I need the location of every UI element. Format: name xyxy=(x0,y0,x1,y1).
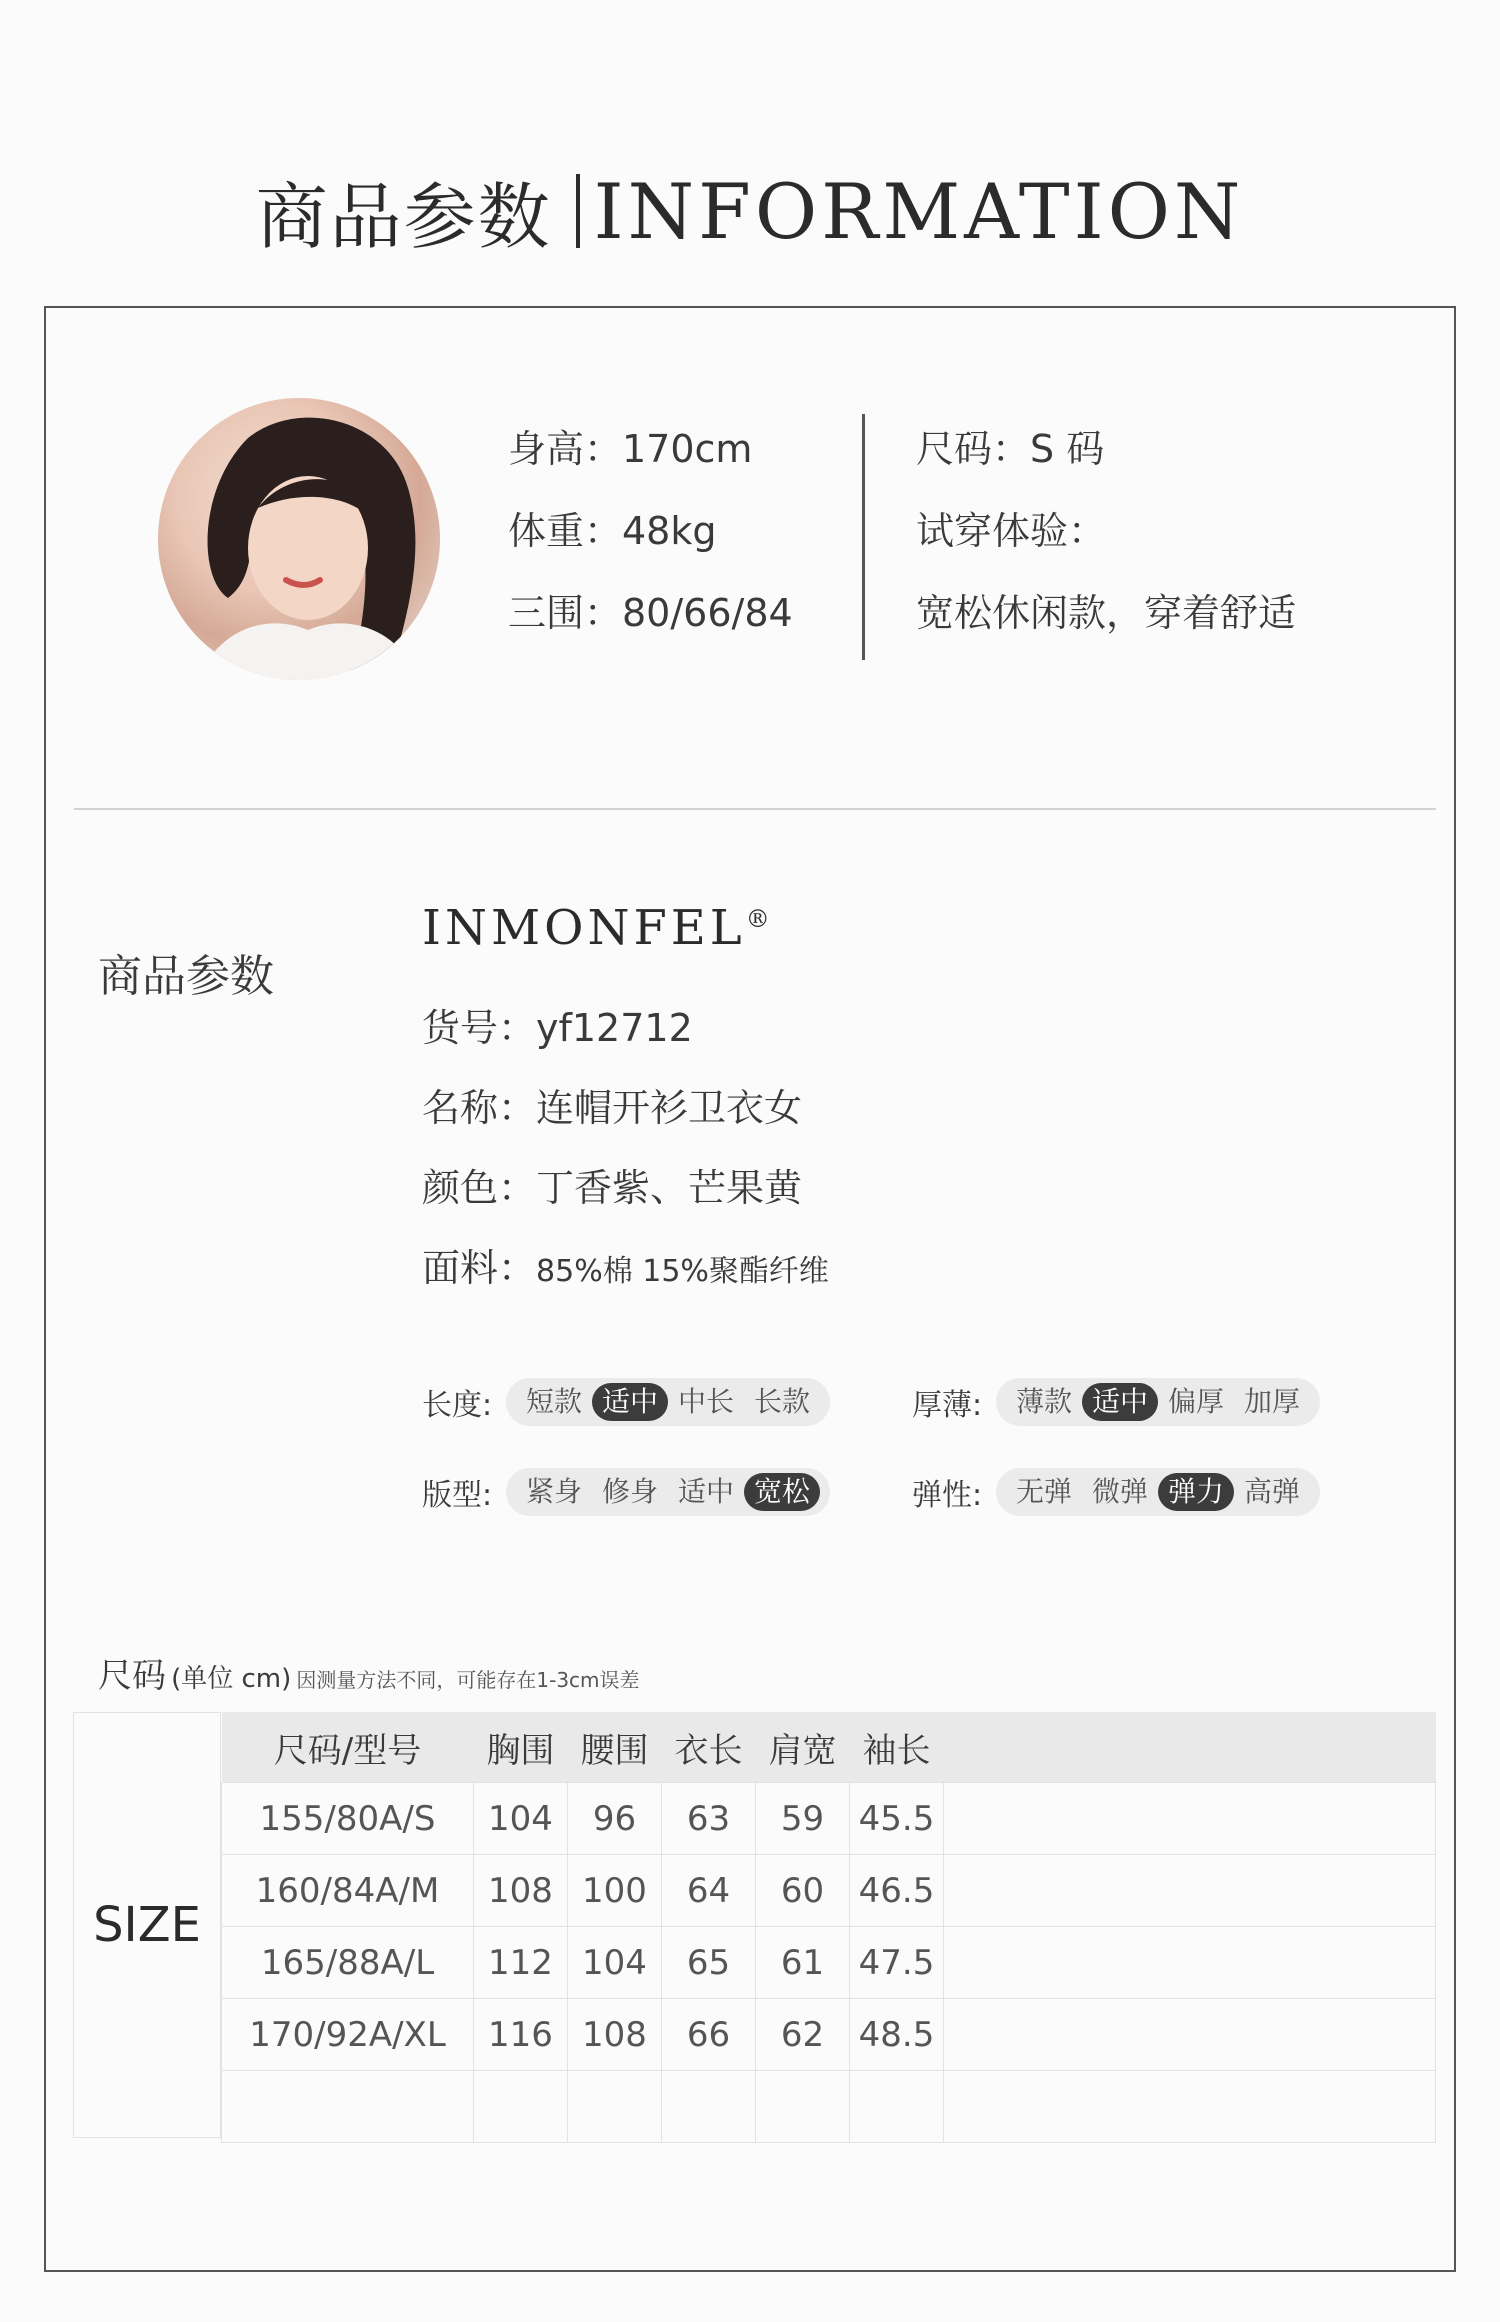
attr-fit-options xyxy=(506,1468,830,1516)
vertical-divider xyxy=(862,414,865,660)
table-cell: 100 xyxy=(568,1855,662,1927)
header-title-zh: 商品参数 xyxy=(255,175,552,259)
attr-option: 适中 xyxy=(678,1475,735,1508)
fabric-value: 85%棉 15%聚酯纤维 xyxy=(536,1254,829,1289)
table-row xyxy=(222,1999,1436,2071)
product-color: 颜色：丁香紫、芒果黄 xyxy=(422,1166,803,1210)
table-cell: 165/88A/L xyxy=(222,1927,474,1999)
attr-option: 高弹 xyxy=(1244,1475,1301,1508)
column-header: 肩宽 xyxy=(756,1712,850,1783)
table-header-row xyxy=(222,1712,1436,1783)
table-cell: 112 xyxy=(474,1927,568,1999)
table-cell xyxy=(474,2071,568,2143)
table-cell xyxy=(944,2071,1436,2143)
params-section-title: 商品参数 xyxy=(98,951,274,1002)
table-cell: 64 xyxy=(662,1855,756,1927)
model-avatar xyxy=(158,398,440,680)
table-cell: 160/84A/M xyxy=(222,1855,474,1927)
attr-option-selected: 适中 xyxy=(1082,1383,1158,1421)
attr-option: 中长 xyxy=(678,1385,735,1418)
column-header xyxy=(944,1712,1436,1783)
attr-thickness-label: 厚薄: xyxy=(912,1388,983,1423)
attr-option: 薄款 xyxy=(1016,1385,1073,1418)
brand-logo xyxy=(422,900,774,956)
table-cell xyxy=(944,1783,1436,1855)
column-header: 胸围 xyxy=(474,1712,568,1783)
size-table-note: 因测量方法不同，可能存在1-3cm误差 xyxy=(296,1668,640,1692)
attr-option: 微弹 xyxy=(1092,1475,1149,1508)
column-header: 尺码/型号 xyxy=(222,1712,474,1783)
info-card xyxy=(44,306,1456,2272)
table-cell: 66 xyxy=(662,1999,756,2071)
table-cell: 61 xyxy=(756,1927,850,1999)
table-cell: 104 xyxy=(568,1927,662,1999)
table-row xyxy=(222,1783,1436,1855)
product-info xyxy=(422,988,829,1312)
item-number: 货号：yf12712 xyxy=(422,1006,693,1050)
table-cell: 48.5 xyxy=(850,1999,944,2071)
table-cell: 59 xyxy=(756,1783,850,1855)
model-size: 尺码：S 码 xyxy=(916,427,1105,471)
size-table-heading xyxy=(98,1648,640,1697)
attr-option: 无弹 xyxy=(1016,1475,1073,1508)
table-cell xyxy=(850,2071,944,2143)
model-weight: 体重：48kg xyxy=(508,509,717,553)
attr-option-selected: 弹力 xyxy=(1158,1473,1234,1511)
table-cell xyxy=(944,1999,1436,2071)
section-divider xyxy=(74,808,1436,810)
attr-thickness-options xyxy=(996,1378,1320,1426)
table-cell xyxy=(944,1855,1436,1927)
table-cell: 60 xyxy=(756,1855,850,1927)
header-title-en: INFORMATION xyxy=(593,166,1245,256)
model-size-info xyxy=(916,408,1296,654)
page-header xyxy=(0,166,1500,259)
model-portrait-icon xyxy=(158,398,440,680)
attr-option-selected: 宽松 xyxy=(744,1473,820,1511)
table-row xyxy=(222,1855,1436,1927)
size-table-unit: (单位 cm) xyxy=(171,1664,292,1694)
fit-experience-value: 宽松休闲款，穿着舒适 xyxy=(916,591,1297,635)
table-cell xyxy=(662,2071,756,2143)
size-grid xyxy=(221,1712,1436,2143)
table-cell: 63 xyxy=(662,1783,756,1855)
table-cell: 47.5 xyxy=(850,1927,944,1999)
attr-thickness xyxy=(912,1378,1320,1426)
fit-experience-label: 试穿体验： xyxy=(916,509,1107,553)
attr-fit-label: 版型: xyxy=(422,1478,493,1513)
brand-registered-mark: ® xyxy=(745,905,774,933)
column-header: 袖长 xyxy=(850,1712,944,1783)
attr-option: 修身 xyxy=(602,1475,659,1508)
attr-option: 紧身 xyxy=(526,1475,583,1508)
table-cell: 116 xyxy=(474,1999,568,2071)
table-cell: 104 xyxy=(474,1783,568,1855)
table-cell xyxy=(222,2071,474,2143)
table-cell: 170/92A/XL xyxy=(222,1999,474,2071)
table-cell: 46.5 xyxy=(850,1855,944,1927)
model-measurements-value: 三围：80/66/84 xyxy=(508,591,793,635)
product-name: 名称：连帽开衫卫衣女 xyxy=(422,1086,803,1130)
attr-elasticity-label: 弹性: xyxy=(912,1478,983,1513)
table-cell: 65 xyxy=(662,1927,756,1999)
attr-length-label: 长度: xyxy=(422,1388,493,1423)
table-row xyxy=(222,1927,1436,1999)
attr-fit xyxy=(422,1468,830,1516)
column-header: 腰围 xyxy=(568,1712,662,1783)
brand-name: INMONFEL xyxy=(422,900,746,956)
fabric-label: 面料： xyxy=(422,1246,537,1290)
table-cell xyxy=(944,1927,1436,1999)
table-cell: 62 xyxy=(756,1999,850,2071)
product-fabric xyxy=(422,1228,829,1312)
table-row xyxy=(222,2071,1436,2143)
model-height: 身高：170cm xyxy=(508,427,753,471)
size-table xyxy=(73,1712,1435,2138)
attr-length-options xyxy=(506,1378,830,1426)
model-measurements xyxy=(508,408,793,654)
table-cell xyxy=(756,2071,850,2143)
header-divider xyxy=(576,174,580,248)
size-side-label: SIZE xyxy=(73,1712,221,2138)
table-cell: 96 xyxy=(568,1783,662,1855)
table-cell: 155/80A/S xyxy=(222,1783,474,1855)
attr-option: 偏厚 xyxy=(1168,1385,1225,1418)
table-cell: 45.5 xyxy=(850,1783,944,1855)
size-table-title: 尺码 xyxy=(98,1656,166,1696)
attr-option: 加厚 xyxy=(1244,1385,1301,1418)
attr-elasticity xyxy=(912,1468,1320,1516)
attr-option: 短款 xyxy=(526,1385,583,1418)
table-cell xyxy=(568,2071,662,2143)
column-header: 衣长 xyxy=(662,1712,756,1783)
attr-elasticity-options xyxy=(996,1468,1320,1516)
attr-option-selected: 适中 xyxy=(592,1383,668,1421)
attr-option: 长款 xyxy=(754,1385,811,1418)
table-cell: 108 xyxy=(568,1999,662,2071)
table-cell: 108 xyxy=(474,1855,568,1927)
attr-length xyxy=(422,1378,830,1426)
